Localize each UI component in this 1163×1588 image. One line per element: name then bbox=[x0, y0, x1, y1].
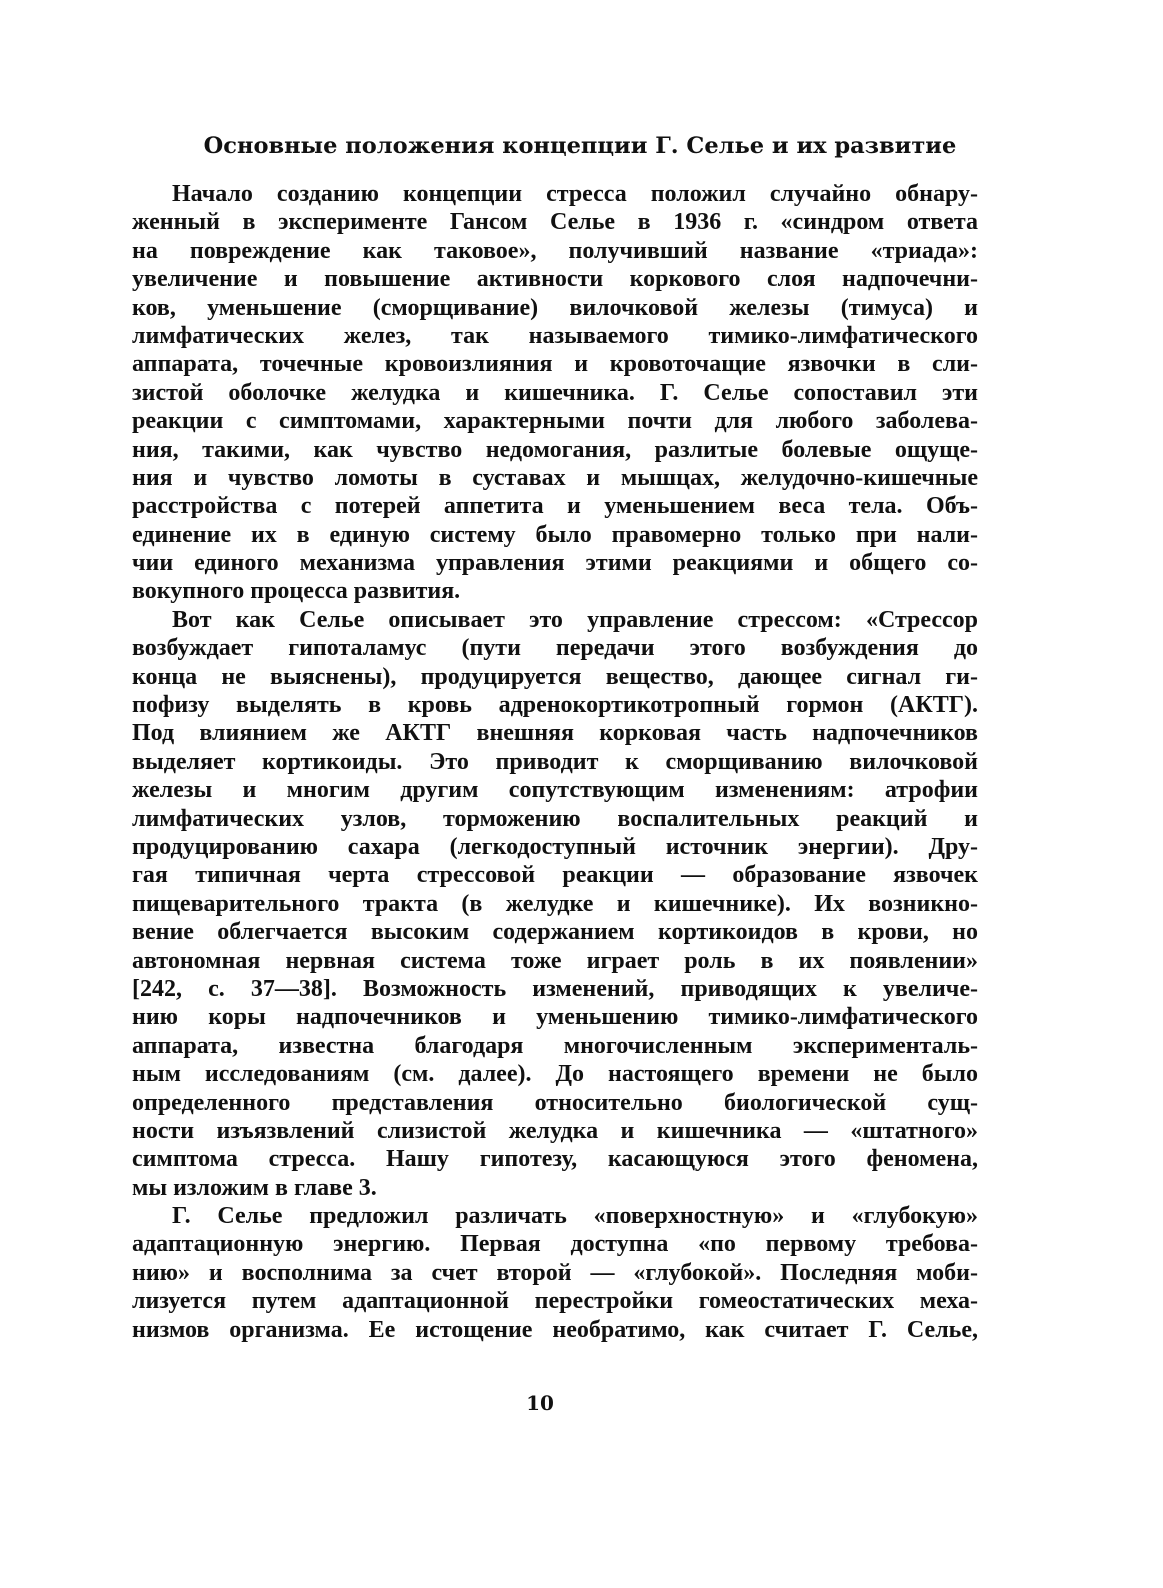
text-line: на повреждение как таковое», получивший название «триада»: bbox=[132, 237, 978, 264]
text-line: ния и чувство ломоты в суставах и мышцах, желудочно-кишечные bbox=[132, 464, 978, 491]
text-line: единение их в единую систему было правомерно только при нали- bbox=[132, 521, 978, 548]
text-line: зистой оболочке желудка и кишечника. Г. Селье сопоставил эти bbox=[132, 379, 978, 406]
text-line: аппарата, известна благодаря многочисленным эксперименталь- bbox=[132, 1032, 978, 1059]
text-line: лимфатических узлов, торможению воспалительных реакций и bbox=[132, 805, 978, 832]
text-line: вокупного процесса развития. bbox=[132, 578, 461, 605]
text-line: железы и многим другим сопутствующим изменениям: атрофии bbox=[132, 777, 978, 804]
page-number: 10 bbox=[526, 1391, 554, 1415]
text-line: гая типичная черта стрессовой реакции — образование язвочек bbox=[132, 862, 978, 889]
body-text bbox=[132, 180, 978, 1344]
paragraph-2 bbox=[132, 606, 978, 1202]
text-line: лизуется путем адаптационной перестройки гомеостатических меха- bbox=[132, 1288, 978, 1315]
text-line: [242, с. 37—38]. Возможность изменений, приводящих к увеличе- bbox=[132, 975, 978, 1002]
text-line: выделяет кортикоиды. Это приводит к сморщиванию вилочковой bbox=[132, 748, 978, 775]
paragraph-1 bbox=[132, 180, 978, 606]
text-line: ным исследованиям (см. далее). До настоящего времени не было bbox=[132, 1061, 978, 1088]
text-line: мы изложим в главе 3. bbox=[132, 1174, 377, 1201]
text-line: ности изъязвлений слизистой желудка и кишечника — «штатного» bbox=[132, 1117, 978, 1144]
text-line: Под влиянием же АКТГ внешняя корковая часть надпочечников bbox=[132, 720, 978, 747]
text-line: ков, уменьшение (сморщивание) вилочковой железы (тимуса) и bbox=[132, 294, 978, 321]
text-line: низмов организма. Ее истощение необратимо, как считает Г. Селье, bbox=[132, 1316, 978, 1343]
text-line: нию коры надпочечников и уменьшению тимико-лимфатического bbox=[132, 1004, 978, 1031]
text-line: определенного представления относительно биологической сущ- bbox=[132, 1089, 978, 1116]
text-line: Вот как Селье описывает это управление стрессом: «Стрессор bbox=[172, 606, 978, 633]
text-line: автономная нервная система тоже играет роль в их появлении» bbox=[132, 947, 978, 974]
text-line: вение облегчается высоким содержанием кортикоидов в крови, но bbox=[132, 919, 978, 946]
text-line: конца не выяснены), продуцируется вещество, дающее сигнал ги- bbox=[132, 663, 978, 690]
text-line: пищеварительного тракта (в желудке и кишечнике). Их возникно- bbox=[132, 890, 978, 917]
text-line: пофизу выделять в кровь адренокортикотропный гормон (АКТГ). bbox=[132, 692, 978, 719]
text-line: ния, такими, как чувство недомогания, разлитые болевые ощуще- bbox=[132, 436, 978, 463]
text-line: нию» и восполнима за счет второй — «глубокой». Последняя моби- bbox=[132, 1259, 978, 1286]
text-line: адаптационную энергию. Первая доступна «по первому требова- bbox=[132, 1231, 978, 1258]
text-line: Г. Селье предложил различать «поверхностную» и «глубокую» bbox=[172, 1203, 978, 1230]
text-line: увеличение и повышение активности коркового слоя надпочечни- bbox=[132, 266, 978, 293]
text-line: симптома стресса. Нашу гипотезу, касающуюся этого феномена, bbox=[132, 1146, 978, 1173]
text-line: реакции с симптомами, характерными почти для любого заболева- bbox=[132, 408, 978, 435]
text-line: возбуждает гипоталамус (пути передачи этого возбуждения до bbox=[132, 635, 978, 662]
text-line: женный в эксперименте Гансом Селье в 1936 г. «синдром ответа bbox=[132, 209, 978, 236]
text-line: расстройства с потерей аппетита и уменьшением веса тела. Объ- bbox=[132, 493, 978, 520]
paragraph-3 bbox=[132, 1202, 978, 1344]
text-line: чии единого механизма управления этими реакциями и общего со- bbox=[132, 550, 978, 577]
text-line: продуцированию сахара (легкодоступный источник энергии). Дру- bbox=[132, 833, 978, 860]
text-line: лимфатических желез, так называемого тимико-лимфатического bbox=[132, 322, 978, 349]
text-line: Начало созданию концепции стресса положил случайно обнару- bbox=[172, 181, 978, 207]
text-line: аппарата, точечные кровоизлияния и кровоточащие язвочки в сли- bbox=[132, 351, 978, 378]
section-heading: Основные положения концепции Г. Селье и их развитие bbox=[203, 133, 957, 159]
